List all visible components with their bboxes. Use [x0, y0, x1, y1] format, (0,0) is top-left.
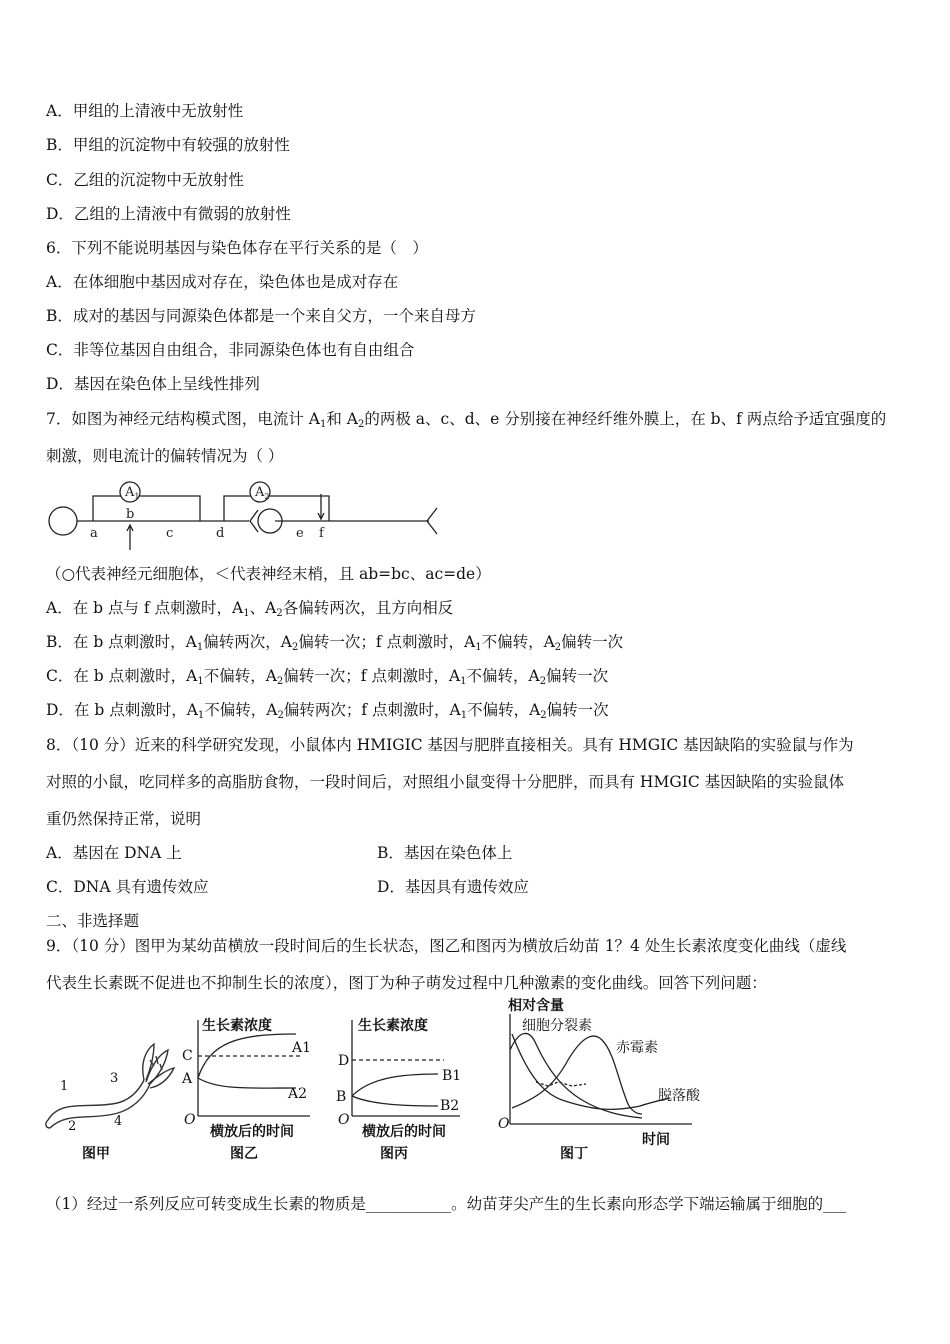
q5-option-a: A．甲组的上清液中无放射性	[46, 102, 244, 120]
bing-label-b: B	[336, 1089, 347, 1105]
q6-option-b: B．成对的基因与同源染色体都是一个来自父方，一个来自母方	[46, 307, 476, 325]
q9-stem-line1: 9．（10 分）图甲为某幼苗横放一段时间后的生长状态，图乙和图丙为横放后幼苗 1？4 处生长素浓度变化曲线（虚线	[46, 937, 847, 955]
yi-caption: 图乙	[230, 1146, 258, 1162]
point-e: e	[296, 526, 304, 541]
ding-series-abscisic: 脱落酸	[658, 1088, 700, 1104]
q7-option-a: A．在 b 点与 f 点刺激时，$A_1$、$A_2$各偏转两次，且方向相反	[46, 599, 454, 619]
bing-curve-b2	[352, 1096, 438, 1106]
jia-label-3: 3	[110, 1071, 119, 1086]
ding-origin: O	[498, 1116, 510, 1132]
q7-neuron-figure	[44, 480, 444, 552]
ding-caption: 图丁	[560, 1146, 588, 1162]
q6-stem: 6．下列不能说明基因与染色体存在平行关系的是（ ）	[46, 239, 428, 257]
ding-series-cytokinin: 细胞分裂素	[522, 1018, 592, 1034]
meter-a2-label: $A_2$	[255, 485, 270, 501]
ding-xlabel: 时间	[642, 1132, 670, 1148]
q7-option-c: C．在 b 点刺激时，$A_1$不偏转，$A_2$偏转一次；f 点刺激时，$A_1$不偏转，$A_2$偏转一次	[46, 667, 609, 687]
q6-option-d: D．基因在染色体上呈线性排列	[46, 375, 260, 393]
yi-label-c: C	[182, 1048, 193, 1064]
q7-stem-line1: 7．如图为神经元结构模式图，电流计 $A_1$和 $A_2$的两极 a、c、d、e 分别接在神经纤维外膜上，在 b、f 两点给予适宜强度的	[46, 410, 887, 430]
bing-label-b1: B1	[442, 1068, 462, 1084]
bing-caption: 图丙	[380, 1146, 408, 1162]
q6-option-a: A．在体细胞中基因成对存在，染色体也是成对存在	[46, 273, 399, 291]
ding-ylabel: 相对含量	[508, 998, 564, 1014]
jia-label-1: 1	[60, 1079, 69, 1094]
bing-curve-b1	[352, 1074, 438, 1096]
fig-ding	[492, 1000, 732, 1168]
leaf-2	[146, 1050, 168, 1084]
yi-label-a2: A2	[288, 1086, 308, 1102]
q5-option-b: B．甲组的沉淀物中有较强的放射性	[46, 136, 290, 154]
q8-option-c: C．DNA 具有遗传效应	[46, 878, 209, 896]
bing-origin: O	[338, 1112, 350, 1128]
q8-stem-line1: 8．（10 分）近来的科学研究发现，小鼠体内 HMIGIC 基因与肥胖直接相关。具有 HMGIC 基因缺陷的实验鼠与作为	[46, 736, 854, 754]
q9-stem-line2: 代表生长素既不促进也不抑制生长的浓度），图丁为种子萌发过程中几种激素的变化曲线。回答下列问题：	[46, 974, 767, 992]
ding-series-gibberellin: 赤霉素	[616, 1040, 658, 1056]
q7-option-b: B．在 b 点刺激时，$A_1$偏转两次，$A_2$偏转一次；f 点刺激时，$A_1$不偏转，$A_2$偏转一次	[46, 633, 624, 653]
q6-option-c: C．非等位基因自由组合，非同源染色体也有自由组合	[46, 341, 415, 359]
point-f: f	[319, 526, 324, 541]
yi-curve-a2	[198, 1078, 296, 1088]
q8-stem-line2: 对照的小鼠，吃同样多的高脂肪食物，一段时间后，对照组小鼠变得十分肥胖，而具有 HMGIC 基因缺陷的实验鼠体	[46, 773, 845, 791]
q7-note: （○代表神经元细胞体，＜代表神经末梢，且 ab=bc、ac=de）	[46, 565, 491, 583]
q8-option-a: A．基因在 DNA 上	[46, 844, 182, 862]
meter-a1-label: $A_1$	[125, 485, 140, 501]
q8-option-d: D．基因具有遗传效应	[377, 878, 529, 896]
yi-xlabel: 横放后的时间	[210, 1124, 294, 1140]
q5-option-c: C．乙组的沉淀物中无放射性	[46, 171, 244, 189]
jia-label-2: 2	[68, 1119, 77, 1134]
cell-body-1	[49, 507, 77, 535]
fig-bing	[330, 1012, 480, 1167]
point-c: c	[166, 526, 174, 541]
section-title: 二、非选择题	[46, 912, 140, 930]
bing-label-d: D	[338, 1053, 350, 1069]
point-d: d	[216, 526, 225, 541]
q7-option-d: D．在 b 点刺激时，$A_1$不偏转，$A_2$偏转两次；f 点刺激时，$A_1$不偏转，$A_2$偏转一次	[46, 701, 609, 721]
q7-stem-line2: 刺激，则电流计的偏转情况为（ ）	[46, 447, 284, 465]
q8-option-b: B．基因在染色体上	[377, 844, 513, 862]
bing-ylabel: 生长素浓度	[358, 1018, 428, 1034]
yi-label-a: A	[182, 1071, 193, 1087]
q9-sub1: （1）经过一系列反应可转变成生长素的物质是___________。幼苗芽尖产生的生长素向形态学下端运输属于细胞的___	[46, 1195, 847, 1213]
yi-origin: O	[184, 1112, 196, 1128]
yi-ylabel: 生长素浓度	[202, 1018, 272, 1034]
bing-xlabel: 横放后的时间	[362, 1124, 446, 1140]
point-a: a	[90, 526, 98, 541]
fig-jia	[40, 1040, 180, 1165]
yi-label-a1: A1	[292, 1040, 312, 1056]
jia-label-4: 4	[114, 1114, 123, 1129]
fig-yi	[178, 1012, 328, 1167]
point-b: b	[126, 507, 135, 522]
jia-caption: 图甲	[82, 1146, 110, 1162]
q8-stem-line3: 重仍然保持正常，说明	[46, 810, 202, 828]
q5-option-d: D．乙组的上清液中有微弱的放射性	[46, 205, 291, 223]
bing-label-b2: B2	[440, 1098, 460, 1114]
